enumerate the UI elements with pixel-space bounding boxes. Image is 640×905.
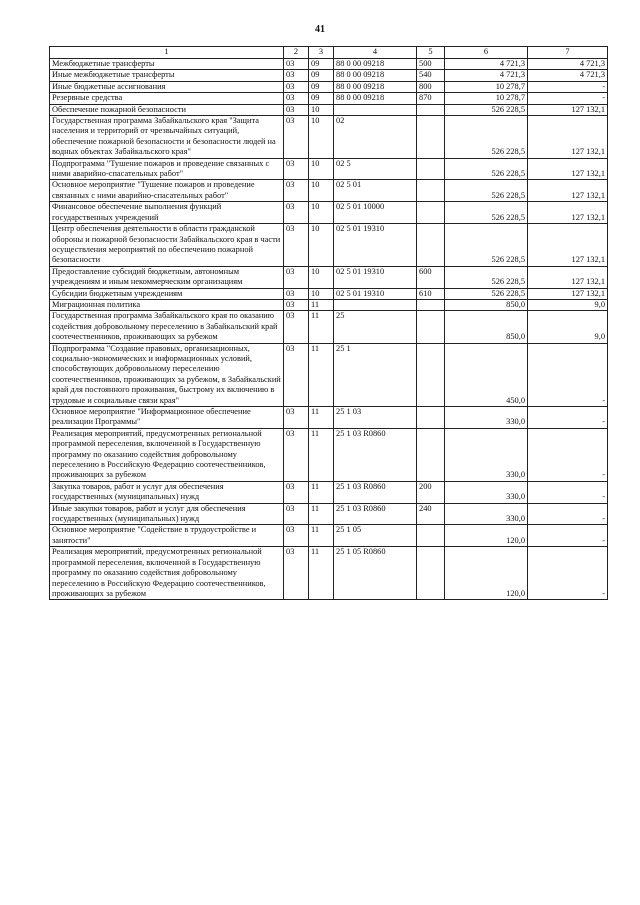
amount-col7: 127 132,1 (528, 266, 608, 288)
section-code: 03 (284, 428, 309, 481)
subsection-code: 10 (309, 180, 334, 202)
header-col-5: 5 (417, 47, 445, 59)
subsection-code: 11 (309, 407, 334, 429)
section-code: 03 (284, 116, 309, 159)
table-row (50, 311, 608, 343)
target-article-code: 02 5 01 19310 (334, 266, 417, 288)
header-col-4: 4 (334, 47, 417, 59)
amount-col7: - (528, 547, 608, 600)
subsection-code: 09 (309, 59, 334, 70)
section-code: 03 (284, 299, 309, 310)
expense-type-code: 600 (417, 266, 445, 288)
expense-type-code (417, 407, 445, 429)
subsection-code: 09 (309, 81, 334, 92)
header-col-2: 2 (284, 47, 309, 59)
subsection-code: 11 (309, 428, 334, 481)
row-name: Реализация мероприятий, предусмотренных региональной программой переселения, включенной в Государственную программу по оказанию содействия добровольному переселению в Российскую Федерацию соотечественников, проживающих за рубежом (50, 428, 284, 481)
row-name: Центр обеспечения деятельности в области гражданской обороны и пожарной безопасности Забайкальского края в части осуществления мероприятий по обеспечению пожарной безопасности (50, 224, 284, 267)
amount-col7: 127 132,1 (528, 202, 608, 224)
header-col-6: 6 (445, 47, 528, 59)
subsection-code: 10 (309, 266, 334, 288)
amount-col7: - (528, 407, 608, 429)
table-row (50, 202, 608, 224)
subsection-code: 10 (309, 158, 334, 180)
target-article-code: 88 0 00 09218 (334, 59, 417, 70)
amount-col7: - (528, 343, 608, 406)
subsection-code: 10 (309, 104, 334, 115)
header-col-1: 1 (50, 47, 284, 59)
subsection-code: 11 (309, 311, 334, 343)
subsection-code: 11 (309, 299, 334, 310)
table-row (50, 503, 608, 525)
amount-col6: 526 228,5 (445, 158, 528, 180)
row-name: Финансовое обеспечение выполнения функций государственных учреждений (50, 202, 284, 224)
table-row (50, 299, 608, 310)
target-article-code: 25 1 05 (334, 525, 417, 547)
amount-col7: 127 132,1 (528, 116, 608, 159)
row-name: Реализация мероприятий, предусмотренных региональной программой переселения, включенной в Государственную программу по оказанию содействия добровольному переселению в Российскую Федерацию соотечественников, проживающих за рубежом (50, 547, 284, 600)
amount-col6: 526 228,5 (445, 224, 528, 267)
row-name: Иные межбюджетные трансферты (50, 70, 284, 81)
row-name: Межбюджетные трансферты (50, 59, 284, 70)
row-name: Субсидии бюджетным учреждениям (50, 288, 284, 299)
section-code: 03 (284, 311, 309, 343)
table-row (50, 158, 608, 180)
subsection-code: 11 (309, 343, 334, 406)
amount-col6: 526 228,5 (445, 202, 528, 224)
amount-col7: - (528, 81, 608, 92)
table-row (50, 81, 608, 92)
amount-col7: - (528, 503, 608, 525)
expense-type-code: 870 (417, 93, 445, 104)
expense-type-code: 500 (417, 59, 445, 70)
target-article-code: 25 1 03 R0860 (334, 428, 417, 481)
section-code: 03 (284, 266, 309, 288)
table-row (50, 180, 608, 202)
amount-col7: 127 132,1 (528, 158, 608, 180)
section-code: 03 (284, 180, 309, 202)
row-name: Закупка товаров, работ и услуг для обеспечения государственных (муниципальных) нужд (50, 481, 284, 503)
expense-type-code: 540 (417, 70, 445, 81)
header-col-7: 7 (528, 47, 608, 59)
amount-col7: 127 132,1 (528, 180, 608, 202)
section-code: 03 (284, 224, 309, 267)
amount-col6: 330,0 (445, 481, 528, 503)
section-code: 03 (284, 525, 309, 547)
expense-type-code (417, 180, 445, 202)
target-article-code: 02 5 01 19310 (334, 224, 417, 267)
section-code: 03 (284, 407, 309, 429)
target-article-code: 02 5 01 19310 (334, 288, 417, 299)
amount-col7: - (528, 525, 608, 547)
amount-col7: 9,0 (528, 311, 608, 343)
target-article-code: 25 (334, 311, 417, 343)
expense-type-code (417, 202, 445, 224)
row-name: Государственная программа Забайкальского края "Защита населения и территорий от чрезвычайных ситуаций, обеспечение пожарной безопасности и безопасности людей на водных объектах Забайкальского края" (50, 116, 284, 159)
amount-col7: 4 721,3 (528, 59, 608, 70)
row-name: Подпрограмма "Тушение пожаров и проведение связанных с ними аварийно-спасательных работ" (50, 158, 284, 180)
amount-col7: 127 132,1 (528, 104, 608, 115)
section-code: 03 (284, 503, 309, 525)
amount-col6: 330,0 (445, 407, 528, 429)
subsection-code: 09 (309, 93, 334, 104)
row-name: Миграционная политика (50, 299, 284, 310)
row-name: Государственная программа Забайкальского края по оказанию содействия добровольному переселению в Забайкальский край соотечественников, проживающих за рубежом (50, 311, 284, 343)
target-article-code: 25 1 03 (334, 407, 417, 429)
expense-type-code (417, 547, 445, 600)
expense-type-code (417, 299, 445, 310)
row-name: Основное мероприятие "Тушение пожаров и проведение связанных с ними аварийно-спасательных работ" (50, 180, 284, 202)
table-row (50, 224, 608, 267)
row-name: Предоставление субсидий бюджетным, автономным учреждениям и иным некоммерческим организациям (50, 266, 284, 288)
amount-col7: 127 132,1 (528, 224, 608, 267)
amount-col6: 10 278,7 (445, 93, 528, 104)
table-row (50, 288, 608, 299)
target-article-code: 02 5 01 10000 (334, 202, 417, 224)
expense-type-code (417, 428, 445, 481)
target-article-code: 25 1 05 R0860 (334, 547, 417, 600)
section-code: 03 (284, 81, 309, 92)
amount-col6: 850,0 (445, 311, 528, 343)
section-code: 03 (284, 288, 309, 299)
section-code: 03 (284, 70, 309, 81)
amount-col6: 526 228,5 (445, 180, 528, 202)
amount-col7: 4 721,3 (528, 70, 608, 81)
table-row (50, 428, 608, 481)
expense-type-code: 240 (417, 503, 445, 525)
table-row (50, 104, 608, 115)
amount-col6: 526 228,5 (445, 266, 528, 288)
budget-table (49, 46, 608, 600)
target-article-code: 25 1 03 R0860 (334, 481, 417, 503)
target-article-code: 25 1 03 R0860 (334, 503, 417, 525)
expense-type-code: 610 (417, 288, 445, 299)
target-article-code (334, 104, 417, 115)
subsection-code: 09 (309, 70, 334, 81)
expense-type-code (417, 525, 445, 547)
table-row (50, 266, 608, 288)
target-article-code: 88 0 00 09218 (334, 93, 417, 104)
subsection-code: 11 (309, 525, 334, 547)
section-code: 03 (284, 158, 309, 180)
section-code: 03 (284, 93, 309, 104)
table-row (50, 525, 608, 547)
expense-type-code (417, 343, 445, 406)
amount-col7: - (528, 93, 608, 104)
budget-table-body (50, 47, 608, 600)
section-code: 03 (284, 481, 309, 503)
table-row (50, 59, 608, 70)
subsection-code: 11 (309, 503, 334, 525)
section-code: 03 (284, 343, 309, 406)
amount-col6: 120,0 (445, 525, 528, 547)
target-article-code: 02 (334, 116, 417, 159)
row-name: Иные бюджетные ассигнования (50, 81, 284, 92)
target-article-code: 88 0 00 09218 (334, 70, 417, 81)
amount-col7: - (528, 428, 608, 481)
row-name: Основное мероприятие "Содействие в трудоустройстве и занятости" (50, 525, 284, 547)
target-article-code: 88 0 00 09218 (334, 81, 417, 92)
expense-type-code (417, 116, 445, 159)
row-name: Подпрограмма "Создание правовых, организационных, социально-экономических и информационных условий, способствующих добровольному переселению соотечественников, проживающих за рубежом, в Забайкальский край для постоянного проживания, быстрому их включению в трудовые и социальные связи края" (50, 343, 284, 406)
subsection-code: 10 (309, 116, 334, 159)
amount-col6: 10 278,7 (445, 81, 528, 92)
amount-col7: - (528, 481, 608, 503)
amount-col6: 526 228,5 (445, 104, 528, 115)
amount-col7: 127 132,1 (528, 288, 608, 299)
target-article-code: 02 5 01 (334, 180, 417, 202)
amount-col6: 526 228,5 (445, 288, 528, 299)
page-number: 41 (315, 24, 325, 35)
row-name: Обеспечение пожарной безопасности (50, 104, 284, 115)
amount-col6: 4 721,3 (445, 59, 528, 70)
amount-col6: 330,0 (445, 503, 528, 525)
table-row (50, 70, 608, 81)
target-article-code: 25 1 (334, 343, 417, 406)
table-row (50, 407, 608, 429)
table-header-row (50, 47, 608, 59)
target-article-code (334, 299, 417, 310)
row-name: Иные закупки товаров, работ и услуг для обеспечения государственных (муниципальных) нужд (50, 503, 284, 525)
header-col-3: 3 (309, 47, 334, 59)
row-name: Основное мероприятие "Информационное обеспечение реализации Программы" (50, 407, 284, 429)
subsection-code: 11 (309, 481, 334, 503)
amount-col6: 4 721,3 (445, 70, 528, 81)
amount-col7: 9,0 (528, 299, 608, 310)
target-article-code: 02 5 (334, 158, 417, 180)
amount-col6: 330,0 (445, 428, 528, 481)
table-row (50, 116, 608, 159)
row-name: Резервные средства (50, 93, 284, 104)
amount-col6: 850,0 (445, 299, 528, 310)
expense-type-code (417, 224, 445, 267)
expense-type-code: 800 (417, 81, 445, 92)
section-code: 03 (284, 59, 309, 70)
section-code: 03 (284, 547, 309, 600)
subsection-code: 10 (309, 288, 334, 299)
expense-type-code: 200 (417, 481, 445, 503)
amount-col6: 526 228,5 (445, 116, 528, 159)
subsection-code: 11 (309, 547, 334, 600)
amount-col6: 450,0 (445, 343, 528, 406)
expense-type-code (417, 158, 445, 180)
section-code: 03 (284, 104, 309, 115)
table-row (50, 93, 608, 104)
subsection-code: 10 (309, 202, 334, 224)
section-code: 03 (284, 202, 309, 224)
amount-col6: 120,0 (445, 547, 528, 600)
table-row (50, 481, 608, 503)
subsection-code: 10 (309, 224, 334, 267)
table-row (50, 343, 608, 406)
table-row (50, 547, 608, 600)
expense-type-code (417, 104, 445, 115)
expense-type-code (417, 311, 445, 343)
